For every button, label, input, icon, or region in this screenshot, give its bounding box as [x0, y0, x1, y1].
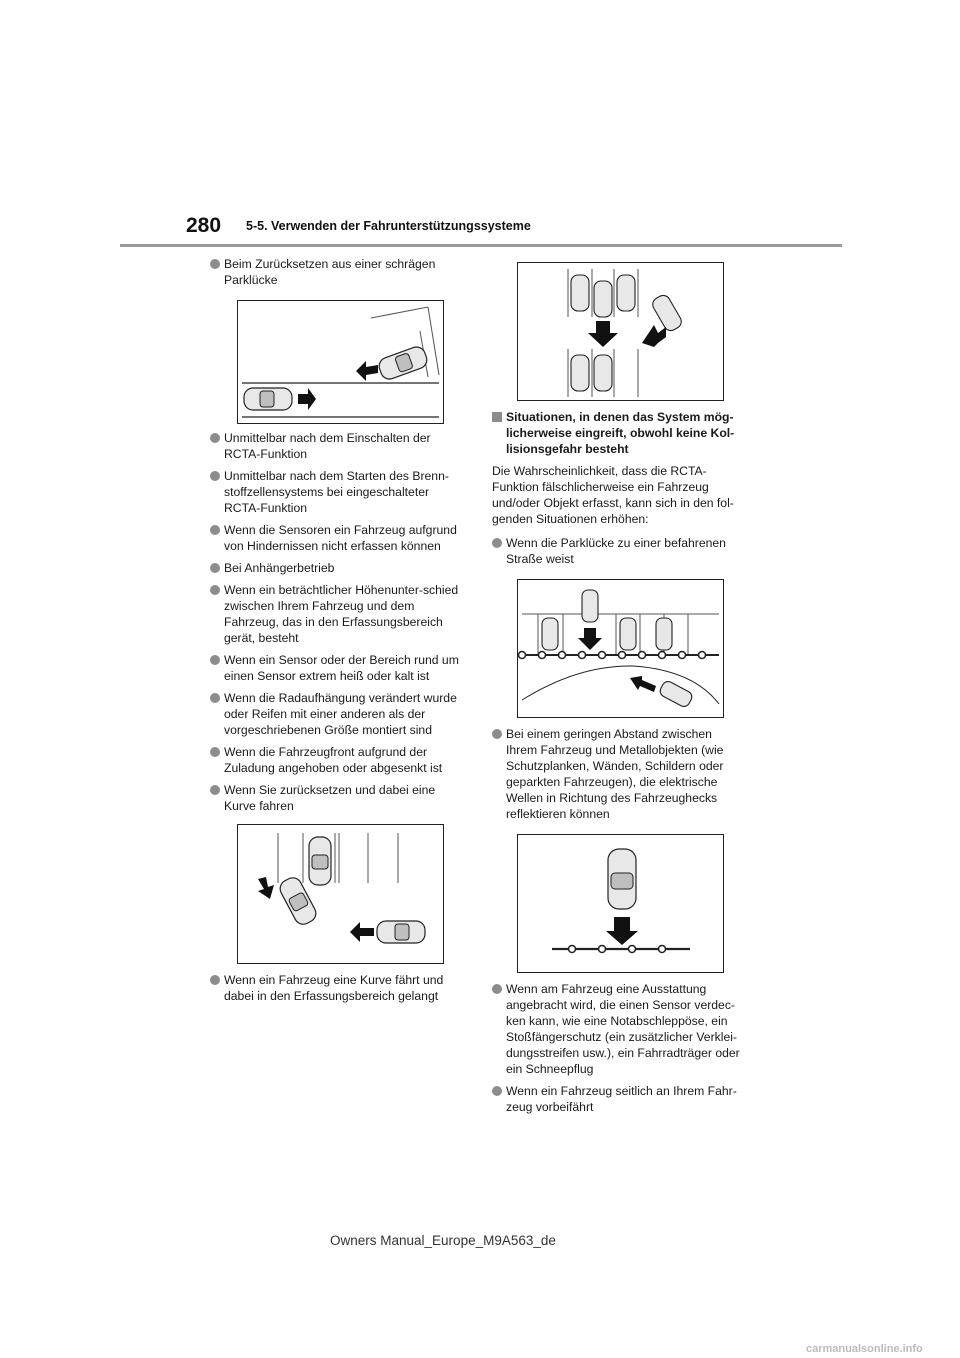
section-title: 5-5. Verwenden der Fahrunterstützungssysteme: [246, 219, 531, 233]
list-item: [210, 744, 462, 776]
bullet-icon: [210, 563, 220, 573]
list-item: [492, 726, 744, 822]
bullet-icon: [210, 975, 220, 985]
watermark: carmanualsonline.info: [806, 1343, 923, 1355]
list-item-text: Bei Anhängerbetrieb: [224, 561, 335, 575]
list-item-text: Wenn die Parklücke zu einer befahrenen Straße weist: [506, 536, 726, 566]
list-item-text: Wenn ein beträchtlicher Höhenunter-schied zwischen Ihrem Fahrzeug und dem Fahrzeug, das in den Erfassungsbereich gerät, besteht: [224, 583, 459, 645]
list-item-text: Unmittelbar nach dem Starten des Brenn-stoffzellensystems bei eingeschalteter RCTA-Funktion: [224, 469, 449, 515]
list-item: [210, 652, 462, 684]
intro-paragraph: Die Wahrscheinlichkeit, dass die RCTA-Funktion fälschlicherweise ein Fahrzeug und/oder Objekt erfasst, kann sich in den fol-genden Situationen erhöhen:: [492, 464, 734, 526]
subheading: [492, 409, 744, 457]
subheading-text: Situationen, in denen das System mög-licherweise eingreift, obwohl keine Kol-lisionsgefahr besteht: [506, 410, 735, 456]
bullet-icon: [210, 747, 220, 757]
list-item-text: Wenn die Fahrzeugfront aufgrund der Zuladung angehoben oder abgesenkt ist: [224, 745, 443, 775]
bullet-icon: [210, 259, 220, 269]
bullet-icon: [210, 693, 220, 703]
list-item: [492, 535, 744, 567]
list-item-text: Unmittelbar nach dem Einschalten der RCTA-Funktion: [224, 431, 431, 461]
list-item: [210, 690, 462, 738]
bullet-icon: [492, 729, 502, 739]
right-column: [492, 262, 744, 1115]
list-item: [210, 972, 462, 1004]
list-item: [210, 560, 462, 576]
list-item-text: Bei einem geringen Abstand zwischen Ihrem Fahrzeug und Metallobjekten (wie Schutzplanken, Wänden, Schildern oder geparkten Fahrzeugen), die elektrische Wellen in Richtung des Fahrzeughecks reflektieren können: [506, 727, 724, 821]
bullet-icon: [210, 471, 220, 481]
list-item: [492, 1083, 744, 1115]
list-item-text: Wenn ein Fahrzeug eine Kurve fährt und dabei in den Erfassungsbereich gelangt: [224, 973, 444, 1003]
bullet-icon: [210, 433, 220, 443]
list-item: [210, 430, 462, 462]
figure-reversing-curve: [237, 824, 444, 964]
bullet-icon: [492, 538, 502, 548]
header-rule: [120, 244, 842, 247]
figure-diagonal-parking: [237, 300, 444, 424]
list-item: [210, 468, 462, 516]
bullet-icon: [492, 1086, 502, 1096]
list-item-text: Wenn ein Fahrzeug seitlich an Ihrem Fahr-zeug vorbeifährt: [506, 1084, 737, 1114]
page-number: 280: [186, 214, 222, 237]
list-item-text: Wenn die Sensoren ein Fahrzeug aufgrund von Hindernissen nicht erfassen können: [224, 523, 457, 553]
list-item-text: Beim Zurücksetzen aus einer schrägen Parklücke: [224, 257, 436, 287]
footer-text: Owners Manual_Europe_M9A563_de: [330, 1233, 556, 1248]
bullet-icon: [210, 655, 220, 665]
list-item-text: Wenn die Radaufhängung verändert wurde oder Reifen mit einer anderen als der vorgeschriebenen Größe montiert sind: [224, 691, 457, 737]
list-item: [210, 782, 462, 814]
figure-parking-row-traffic: [517, 262, 724, 401]
list-item: [210, 522, 462, 554]
list-item: [210, 256, 462, 288]
square-bullet-icon: [492, 412, 502, 422]
list-item-text: Wenn ein Sensor oder der Bereich rund um einen Sensor extrem heiß oder kalt ist: [224, 653, 459, 683]
list-item-text: Wenn Sie zurücksetzen und dabei eine Kurve fahren: [224, 783, 436, 813]
left-column: [210, 256, 462, 1004]
list-item: [210, 582, 462, 646]
list-item-text: Wenn am Fahrzeug eine Ausstattung angebracht wird, die einen Sensor verdec-ken kann, wie eine Notabschleppöse, ein Stoßfängerschutz (ein zusätzlicher Verklei-dungsstreifen usw.), ein Fahrradträger oder ein Schneepflug: [506, 982, 740, 1076]
bullet-icon: [210, 525, 220, 535]
bullet-icon: [492, 984, 502, 994]
bullet-icon: [210, 785, 220, 795]
bullet-icon: [210, 585, 220, 595]
figure-parking-facing-road: [517, 579, 724, 718]
list-item: [492, 981, 744, 1077]
figure-metal-objects: [517, 834, 724, 973]
